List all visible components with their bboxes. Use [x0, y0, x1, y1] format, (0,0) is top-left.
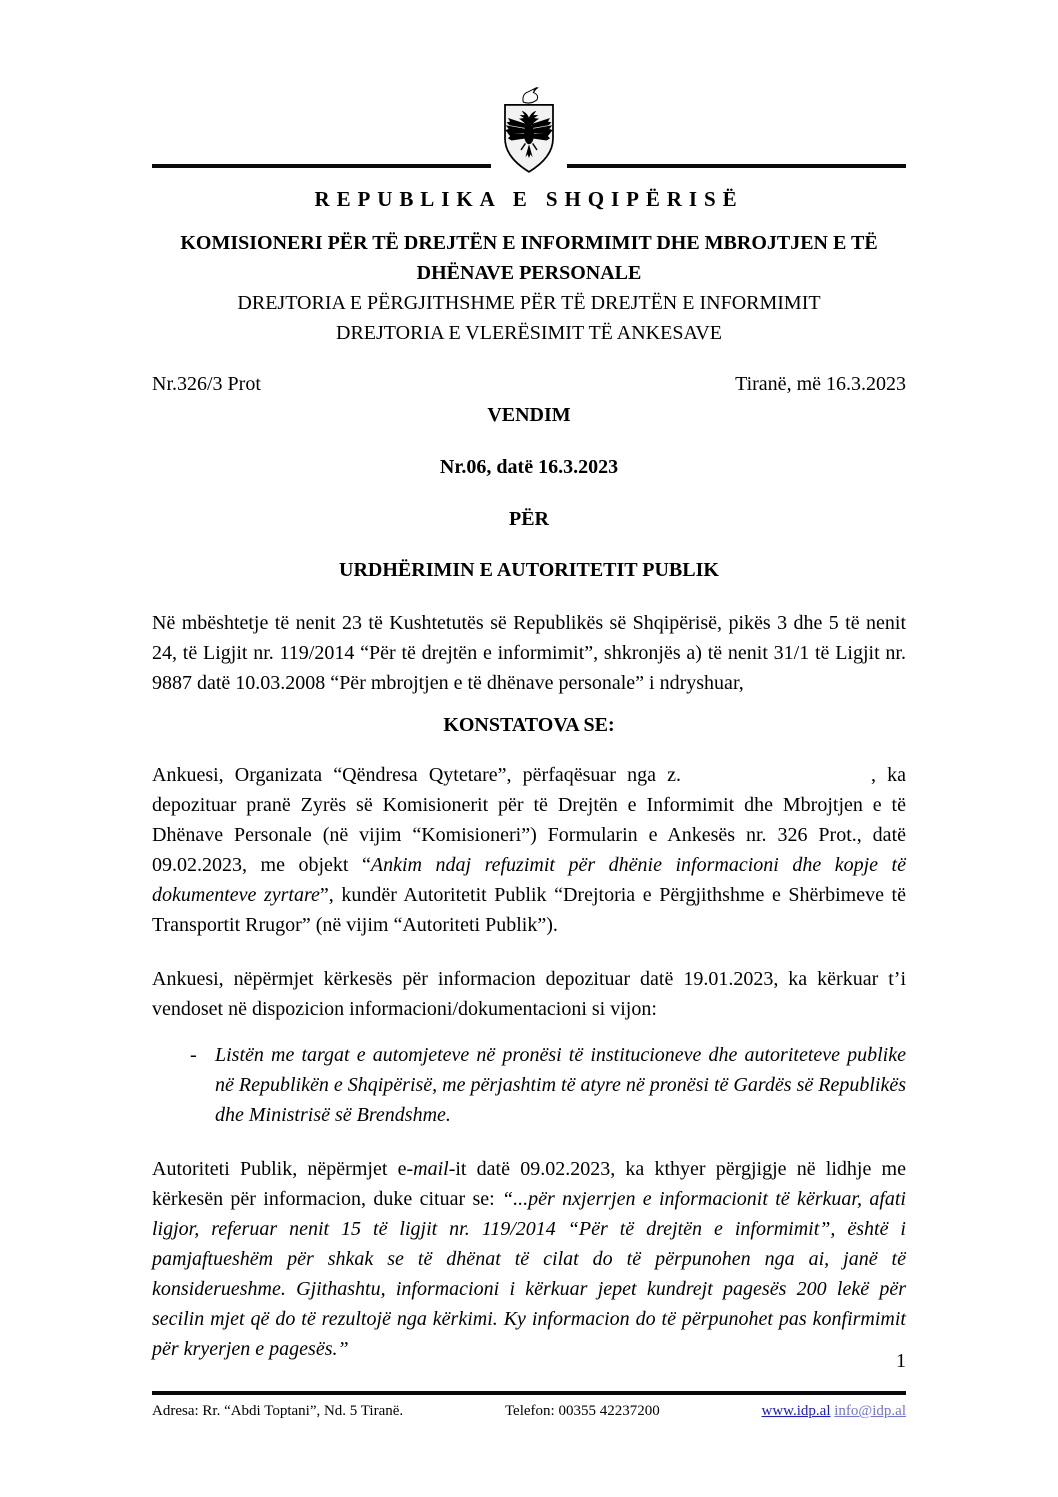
document-content	[152, 0, 906, 1364]
email-link[interactable]: info@idp.al	[834, 1403, 906, 1419]
protocol-number: Nr.326/3 Prot	[152, 373, 261, 395]
place-and-date: Tiranë, më 16.3.2023	[735, 373, 906, 395]
response-lead: Autoriteti Publik, nëpërmjet e-	[152, 1158, 414, 1180]
document-header-emblem-zone	[152, 0, 906, 180]
institution-title: KOMISIONERI PËR TË DREJTËN E INFORMIMIT DHE MBROJTJEN E TË DHËNAVE PERSONALE	[180, 232, 878, 284]
meta-row	[152, 373, 906, 395]
header-rule-left	[152, 164, 491, 168]
footer-address: Adresa: Rr. “Abdi Toptani”, Nd. 5 Tiranë.	[152, 1403, 404, 1419]
page-number: 1	[896, 1350, 906, 1372]
request-list-item	[152, 1040, 906, 1130]
footer-rule	[152, 1391, 906, 1395]
request-item-text: Listën me targat e automjeteve në pronësi të institucioneve dhe autoriteteve publike në Republikën e Shqipërisë, me përjashtim të atyre në pronësi të Gardës së Republikës dhe Ministrisë së Brendshme.	[215, 1044, 906, 1126]
decision-subject: URDHËRIMIN E AUTORITETIT PUBLIK	[339, 559, 719, 581]
directorate-line-2: DREJTORIA E VLERËSIMIT TË ANKESAVE	[336, 322, 722, 344]
list-item-dash-marker: -	[190, 1044, 197, 1066]
republic-title: REPUBLIKA E SHQIPËRISË	[314, 187, 744, 211]
response-email-italic: mail	[413, 1158, 449, 1180]
website-link[interactable]: www.idp.al	[761, 1403, 831, 1419]
complaint-object-italic: Ankim ndaj refuzimit për dhënie informacioni dhe kopje të dokumenteve zyrtare	[152, 854, 906, 906]
complaint-tail: ”, kundër Autoritetit Publik “Drejtoria e Përgjithshme e Shërbimeve të Transportit Rrugor” (në vijim “Autoriteti Publik”).	[152, 884, 906, 936]
decision-number-date: Nr.06, datë 16.3.2023	[439, 456, 619, 478]
paragraph-complaint	[152, 760, 906, 940]
footer-links	[761, 1401, 906, 1421]
response-mid: -it datë 09.02.2023, ka kthyer përgjigje në lidhje me kërkesën për informacion, duke cituar se:	[152, 1158, 906, 1210]
decision-title: VENDIM	[487, 404, 571, 426]
complaint-after-gap: , ka depozituar pranë Zyrës së Komisionerit për të Drejtën e Informimit dhe Mbrojtjen e të Dhënave Personale (në vijim “Komisioneri”) Formularin e Ankesës nr. 326 Prot., datë 09.02.2023, me objekt “	[152, 764, 906, 876]
footer-phone: Telefon: 00355 42237200	[504, 1403, 660, 1419]
complaint-lead: Ankuesi, Organizata “Qëndresa Qytetare”, përfaqësuar nga z.	[152, 764, 681, 786]
konstatova-heading: KONSTATOVA SE:	[443, 714, 615, 736]
decision-per-label: PËR	[509, 508, 549, 530]
header-rule-right	[567, 164, 906, 168]
skanderbeg-helmet-icon	[523, 87, 539, 103]
paragraph-legal-basis: Në mbështetje të nenit 23 të Kushtetutës së Republikës së Shqipërisë, pikës 3 dhe 5 të nenit 24, të Ligjit nr. 119/2014 “Për të drejtën e informimit”, shkronjës a) të nenit 31/1 të Ligjit nr. 9887 datë 10.03.2008 “Për mbrojtjen e të dhënave personale” i ndryshuar,	[152, 612, 906, 694]
response-quote-italic: “...për nxjerrjen e informacionit të kërkuar, afati ligjor, referuar nenit 15 të ligjit nr. 119/2014 “Për të drejtën e informimit”, është i pamjaftueshëm për shkak se të dhënat të cilat do të përpunohen nga ai, janë të konsiderueshme. Gjithashtu, informacioni i kërkuar jepet kundrejt pagesës 200 lekë për secilin mjet që do të rezultojë nga kërkimi. Ky informacion do të përpunohet pas konfirmimit për kryerjen e pagesës.”	[152, 1188, 906, 1360]
paragraph-authority-response	[152, 1154, 906, 1364]
directorate-line-1: DREJTORIA E PËRGJITHSHME PËR TË DREJTËN E INFORMIMIT	[237, 292, 821, 314]
albania-coat-of-arms-icon	[491, 86, 567, 182]
paragraph-request-intro: Ankuesi, nëpërmjet kërkesës për informacion depozituar datë 19.01.2023, ka kërkuar t’i vendoset në dispozicion informacioni/dokumentacioni si vijon:	[152, 968, 906, 1020]
footer	[152, 1401, 906, 1421]
